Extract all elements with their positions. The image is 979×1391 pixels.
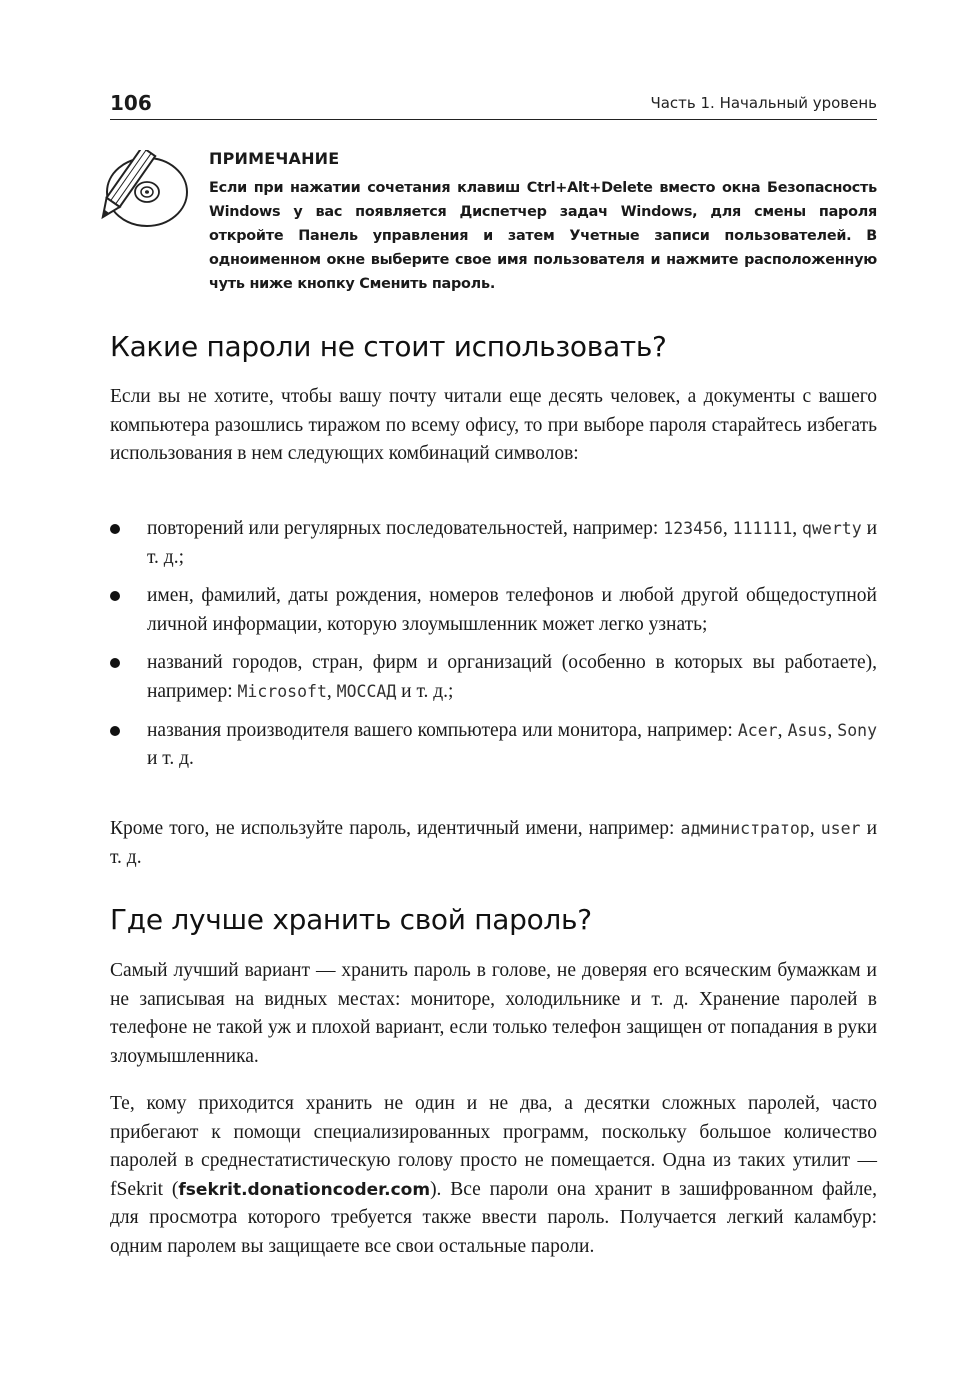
note-title: ПРИМЕЧАНИЕ [209, 149, 340, 168]
section1-intro: Если вы не хотите, чтобы вашу почту читали еще десять человек, а документы с вашего компьютера разошлись тиражом по всему офису, то при выборе пароля старайтесь избегать использования в нем следующих комбинаций символов: [110, 386, 877, 465]
note-body: Если при нажатии сочетания клавиш Ctrl+Alt+Delete вместо окна Безопасность Windows у вас появляется Диспетчер задач Windows, для смены пароля откройте Панель управления и затем Учетные записи пользователей. В одноименном окне выберите свое имя пользователя и нажмите расположенную чуть ниже кнопку Сменить пароль. [209, 180, 877, 292]
bullet-icon [110, 726, 120, 736]
list-item: имен, фамилий, даты рождения, номеров телефонов и любой другой общедоступной личной информации, которую злоумышленник может легко узнать; [110, 582, 877, 639]
password-avoid-list [110, 515, 877, 784]
list-item: названий городов, стран, фирм и организаций (особенно в которых вы работаете), например: Microsoft, МОССАД и т. д.; [110, 649, 877, 706]
running-head: Часть 1. Начальный уровень [650, 94, 877, 112]
section1-outro: Кроме того, не используйте пароль, идентичный имени, например: администратор, user и т. д. [110, 818, 878, 868]
page-number: 106 [110, 91, 152, 115]
note-box [209, 149, 877, 296]
section-heading-passwords-to-avoid: Какие пароли не стоит использовать? [110, 330, 667, 363]
pencil-cd-icon [95, 150, 195, 230]
section2-para2: Те, кому приходится хранить не один и не два, а десятки сложных паролей, часто прибегают к помощи специализированных программ, поскольку большое количество паролей в среднестатистическую голову просто не помещается. Одна из таких утилит — fSekrit (fsekrit.donationcoder.com). Все пароли она хранит в зашифрованном файле, для просмотра которого требуется также ввести пароль. Получается легкий каламбур: одним паролем вы защищаете все свои остальные пароли. [110, 1093, 877, 1257]
fsekrit-url: fsekrit.donationcoder.com [178, 1179, 431, 1200]
bullet-icon [110, 591, 120, 601]
bullet-icon [110, 658, 120, 668]
page-header [110, 89, 877, 120]
list-item: названия производителя вашего компьютера или монитора, например: Acer, Asus, Sony и т. д. [110, 717, 877, 774]
list-item: повторений или регулярных последовательностей, например: 123456, 111111, qwerty и т. д.; [110, 515, 877, 572]
section-heading-where-to-store: Где лучше хранить свой пароль? [110, 903, 592, 936]
section2-para1: Самый лучший вариант — хранить пароль в голове, не доверяя его всяческим бумажкам и не записывая на видных местах: мониторе, холодильнике и т. д. Хранение паролей в телефоне не такой уж и плохой вариант, если только телефон защищен от попадания в руки злоумышленника. [110, 960, 877, 1067]
bullet-icon [110, 524, 120, 534]
